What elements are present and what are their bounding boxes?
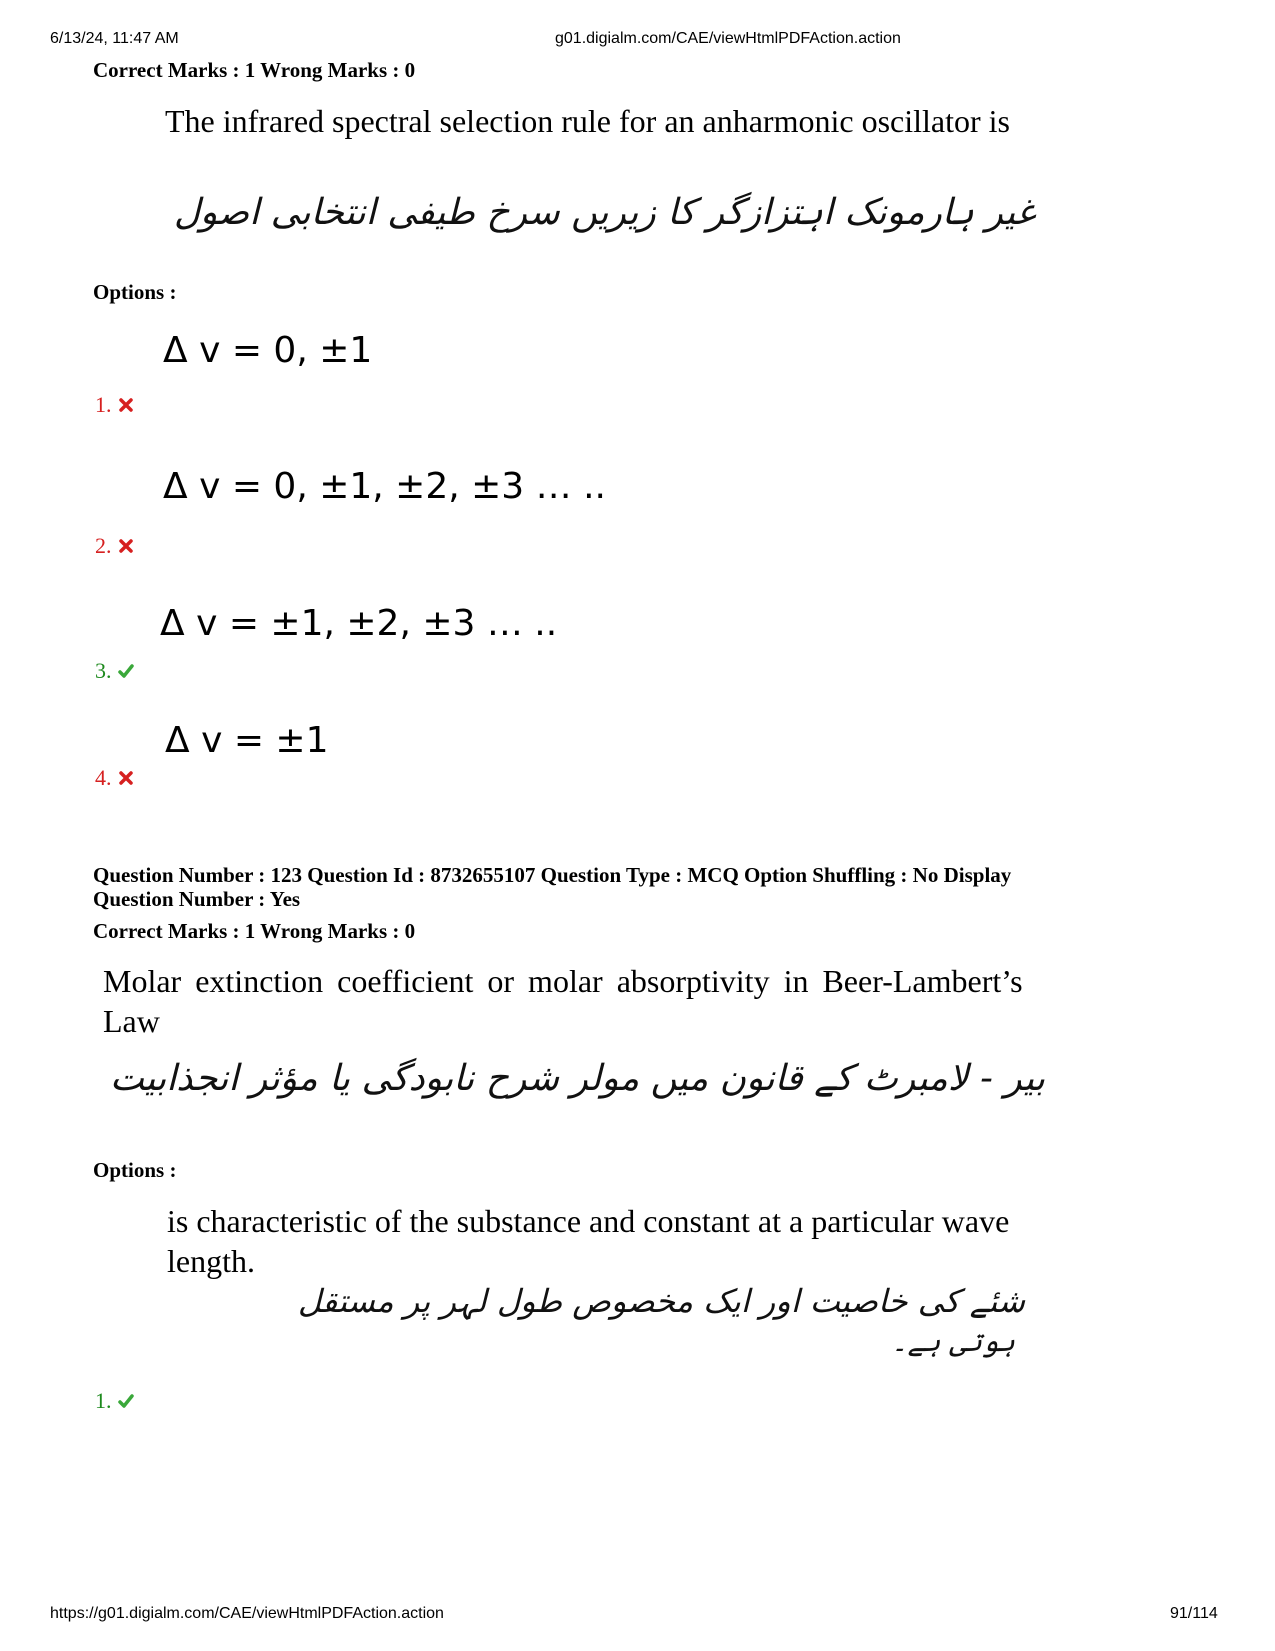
cross-icon (118, 397, 134, 413)
q123-question-en-line1: Molar extinction coefficient or molar absorptivity in Beer-Lambert’s (103, 963, 1023, 999)
print-datetime: 6/13/24, 11:47 AM (50, 30, 179, 47)
check-icon (118, 663, 134, 679)
option-number: 2. (95, 533, 112, 558)
q122-option-2-text: Δ v = 0, ±1, ±2, ±3 … .. (163, 466, 606, 507)
q123-option-1-en-line1: is characteristic of the substance and constant at a particular wave (167, 1203, 1010, 1239)
q122-question-ur: غیر ہارمونک اہتزازگر کا زیریں سرخ طیفی انتخابی اصول (173, 192, 1035, 233)
print-url-header: g01.digialm.com/CAE/viewHtmlPDFAction.action (555, 30, 901, 47)
q122-option-4-text: Δ v = ±1 (165, 720, 329, 761)
page-number: 91/114 (1170, 1605, 1218, 1622)
option-number: 4. (95, 765, 112, 790)
option-number: 3. (95, 658, 112, 683)
q122-marks: Correct Marks : 1 Wrong Marks : 0 (93, 58, 416, 82)
q123-option-1-en-line2: length. (167, 1243, 255, 1279)
option-number: 1. (95, 1388, 112, 1413)
q122-option-4 (95, 765, 134, 791)
q122-options-label: Options : (93, 280, 177, 304)
print-url-footer: https://g01.digialm.com/CAE/viewHtmlPDFAction.action (50, 1605, 444, 1622)
q123-meta-line1: Question Number : 123 Question Id : 8732655107 Question Type : MCQ Option Shuffling : No Display (93, 863, 1012, 887)
cross-icon (118, 770, 134, 786)
q122-option-1-text: Δ v = 0, ±1 (163, 330, 373, 371)
q123-question-en-line2: Law (103, 1003, 160, 1039)
q123-option-1 (95, 1388, 134, 1414)
q123-meta-line2: Question Number : Yes (93, 887, 301, 911)
cross-icon (118, 538, 134, 554)
q123-option-1-ur-line1: شئے کی خاصیت اور ایک مخصوص طول لہر پر مستقل (297, 1282, 1025, 1320)
q123-options-label: Options : (93, 1158, 177, 1182)
option-number: 1. (95, 392, 112, 417)
q122-question-en: The infrared spectral selection rule for an anharmonic oscillator is (165, 103, 1010, 139)
q122-option-2 (95, 533, 134, 559)
q122-option-1 (95, 392, 134, 418)
q123-marks: Correct Marks : 1 Wrong Marks : 0 (93, 919, 416, 943)
q122-option-3 (95, 658, 134, 684)
q123-option-1-ur-line2: ہوتی ہے۔ (891, 1325, 1015, 1358)
q122-option-3-text: Δ v = ±1, ±2, ±3 … .. (160, 603, 558, 644)
check-icon (118, 1393, 134, 1409)
q123-question-ur: بیر - لامبرٹ کے قانون میں مولر شرح نابودگی یا مؤثر انجذابیت (110, 1058, 1045, 1099)
